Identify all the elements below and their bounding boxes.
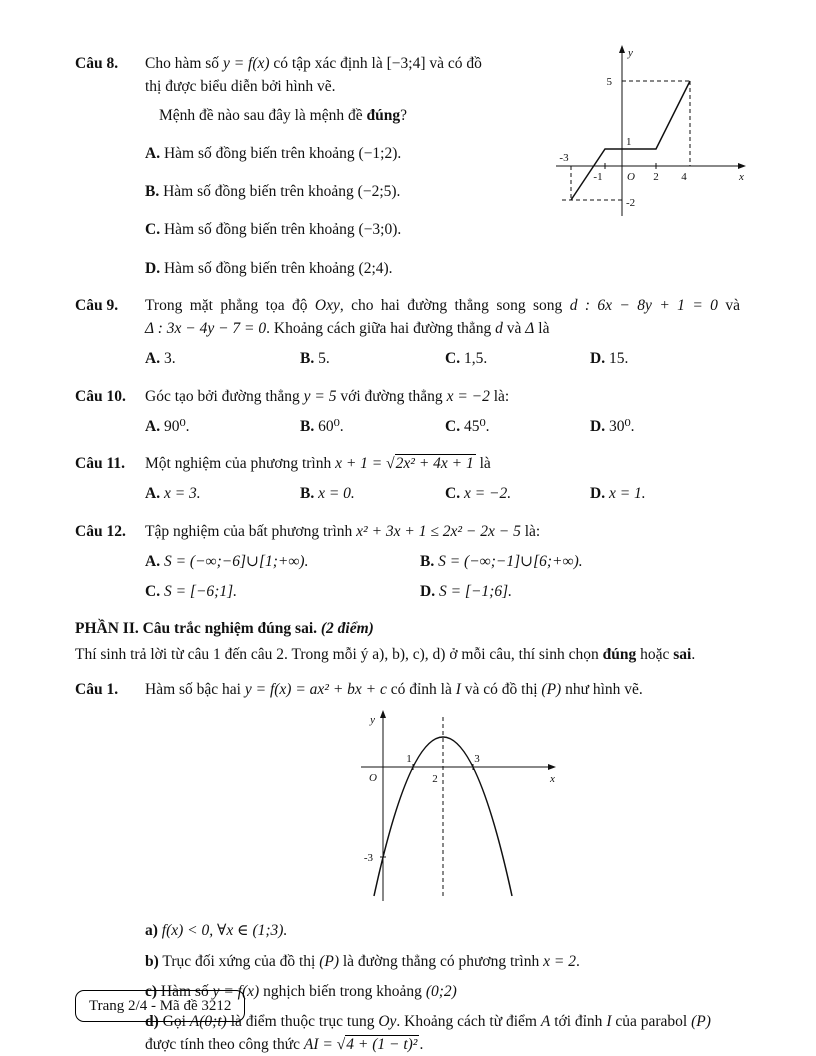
- tick-2: 2: [431, 773, 438, 785]
- tick-5: 5: [606, 76, 612, 88]
- question-9-options: [145, 347, 740, 370]
- question-10-option-b: B. 60⁰.: [300, 417, 344, 435]
- question-10-option-a: A. 90⁰.: [145, 417, 190, 435]
- tick-4: 4: [681, 171, 687, 183]
- question-11-option-d: D. x = 1.: [590, 485, 646, 503]
- origin-label: O: [627, 171, 635, 183]
- question-8-options: [145, 142, 502, 280]
- question-8-option-a: [145, 142, 502, 165]
- question-10-options: [145, 415, 740, 438]
- question-8-prompt: Mệnh đề nào sau đây là mệnh đề đúng?: [159, 106, 407, 124]
- option-text: Hàm số đồng biến trên khoảng (−3;0).: [163, 221, 402, 239]
- question-12-option-c: C. S = [−6;1].: [145, 583, 237, 600]
- question-12-option-b: B. S = (−∞;−1]∪[6;+∞).: [420, 552, 583, 570]
- question-10-option-c: C. 45⁰.: [445, 417, 490, 435]
- tick-neg3: -3: [363, 852, 373, 864]
- question-10-stem: Góc tạo bởi đường thẳng y = 5 với đường thẳng x = −2 là:: [145, 387, 510, 405]
- question-9-stem: Trong mặt phẳng tọa độ Oxy, cho hai đường thẳng song song d : 6x − 8y + 1 = 0 và Δ : 3x − 4y − 7 = 0. Khoảng cách giữa hai đường thẳng d và Δ là: [145, 296, 740, 337]
- question-10-label: Câu 10.: [75, 387, 126, 405]
- axis-label-x: x: [739, 171, 744, 183]
- parabola-graph: [323, 705, 563, 905]
- tick-1: 1: [626, 136, 632, 148]
- question-9-option-b: B. 5.: [300, 350, 330, 368]
- tick-neg3: -3: [559, 152, 569, 164]
- part2-question-1-stem: Hàm số bậc hai y = f(x) = ax² + bx + c có đỉnh là I và có đồ thị (P) như hình vẽ.: [145, 680, 643, 698]
- question-9-option-d: D. 15.: [590, 350, 629, 368]
- tick-neg1: -1: [593, 171, 603, 183]
- axis-label-y: y: [628, 47, 633, 59]
- question-8-option-c: [145, 218, 502, 241]
- question-12: [75, 520, 740, 604]
- option-letter: A.: [145, 144, 161, 162]
- tick-3: 3: [473, 753, 480, 765]
- question-11-option-a: A. x = 3.: [145, 485, 201, 503]
- tick-1: 1: [405, 753, 412, 765]
- question-8-label: Câu 8.: [75, 55, 119, 72]
- option-letter: D.: [145, 259, 161, 277]
- question-11-option-c: C. x = −2.: [445, 485, 512, 503]
- question-10: [75, 385, 740, 439]
- part2-heading: PHẦN II. Câu trắc nghiệm đúng sai. (2 điểm): [75, 620, 374, 638]
- part2-question-1-item-a: a) f(x) < 0, ∀x ∈ (1;3).: [145, 922, 288, 940]
- question-10-option-d: D. 30⁰.: [590, 417, 635, 435]
- option-text: Hàm số đồng biến trên khoảng (−1;2).: [163, 144, 402, 162]
- question-11-stem: Một nghiệm của phương trình x + 1 = √2x² + 4x + 1 là: [145, 455, 491, 472]
- question-11-options: [145, 482, 740, 505]
- question-8: [75, 47, 744, 280]
- piecewise-graph: [534, 38, 754, 236]
- question-12-option-d: D. S = [−1;6].: [420, 583, 512, 600]
- question-8-option-b: [145, 180, 502, 203]
- tick-2: 2: [653, 171, 659, 183]
- axis-label-y: y: [369, 714, 375, 726]
- question-9-label: Câu 9.: [75, 296, 119, 314]
- axis-label-x: x: [549, 773, 555, 785]
- part2-question-1-item-d: d) Gọi A(0;t) là điểm thuộc trục tung Oy. Khoảng cách từ điểm A tới đỉnh I của parabol (P) được tính theo công thức AI = √4 + (1 − t)² .: [145, 1013, 711, 1054]
- part2-question-1-label: Câu 1.: [75, 680, 119, 698]
- part2-question-1-item-b: b) Trục đối xứng của đồ thị (P) là đường thẳng có phương trình x = 2.: [145, 952, 580, 970]
- question-8-stem: Cho hàm số y = f(x) có tập xác định là [−3;4] và có đồ thị được biểu diễn bởi hình vẽ.: [145, 55, 482, 96]
- question-9-option-a: A. 3.: [145, 350, 176, 368]
- page-footer-badge: Trang 2/4 - Mã đề 3212: [75, 990, 245, 1023]
- option-text: Hàm số đồng biến trên khoảng (−2;5).: [163, 183, 401, 200]
- question-8-body: [145, 47, 744, 280]
- option-letter: B.: [145, 183, 160, 200]
- question-8-figure: [534, 38, 754, 243]
- option-text: Hàm số đồng biến trên khoảng (2;4).: [163, 259, 393, 277]
- question-12-option-a: A. S = (−∞;−6]∪[1;+∞).: [145, 552, 309, 570]
- question-9: [75, 294, 740, 371]
- option-letter: C.: [145, 221, 161, 239]
- sqrt-sign: √: [386, 455, 395, 472]
- question-12-options: [145, 550, 740, 604]
- sqrt-expression: √2x² + 4x + 1: [386, 455, 474, 472]
- origin-label: O: [368, 772, 377, 784]
- question-11-label: Câu 11.: [75, 455, 125, 472]
- tick-neg2: -2: [626, 197, 636, 209]
- question-12-stem: Tập nghiệm của bất phương trình x² + 3x + 1 ≤ 2x² − 2x − 5 là:: [145, 522, 541, 540]
- part2-question-1-figure: [145, 705, 740, 912]
- part2-instructions: Thí sinh trả lời từ câu 1 đến câu 2. Trong mỗi ý a), b), c), d) ở mỗi câu, thí sinh chọn đúng hoặc sai.: [75, 645, 696, 663]
- question-11-option-b: B. x = 0.: [300, 485, 355, 503]
- sqrt-sign: √: [336, 1036, 346, 1054]
- sqrt-expression: √4 + (1 − t)²: [336, 1036, 418, 1054]
- part2-question-1-item-c: c) Hàm số y = f(x) nghịch biến trong khoảng (0;2): [145, 982, 457, 1000]
- question-12-label: Câu 12.: [75, 522, 126, 540]
- question-9-option-c: C. 1,5.: [445, 350, 488, 368]
- question-8-option-d: [145, 257, 502, 280]
- question-11: [75, 452, 740, 506]
